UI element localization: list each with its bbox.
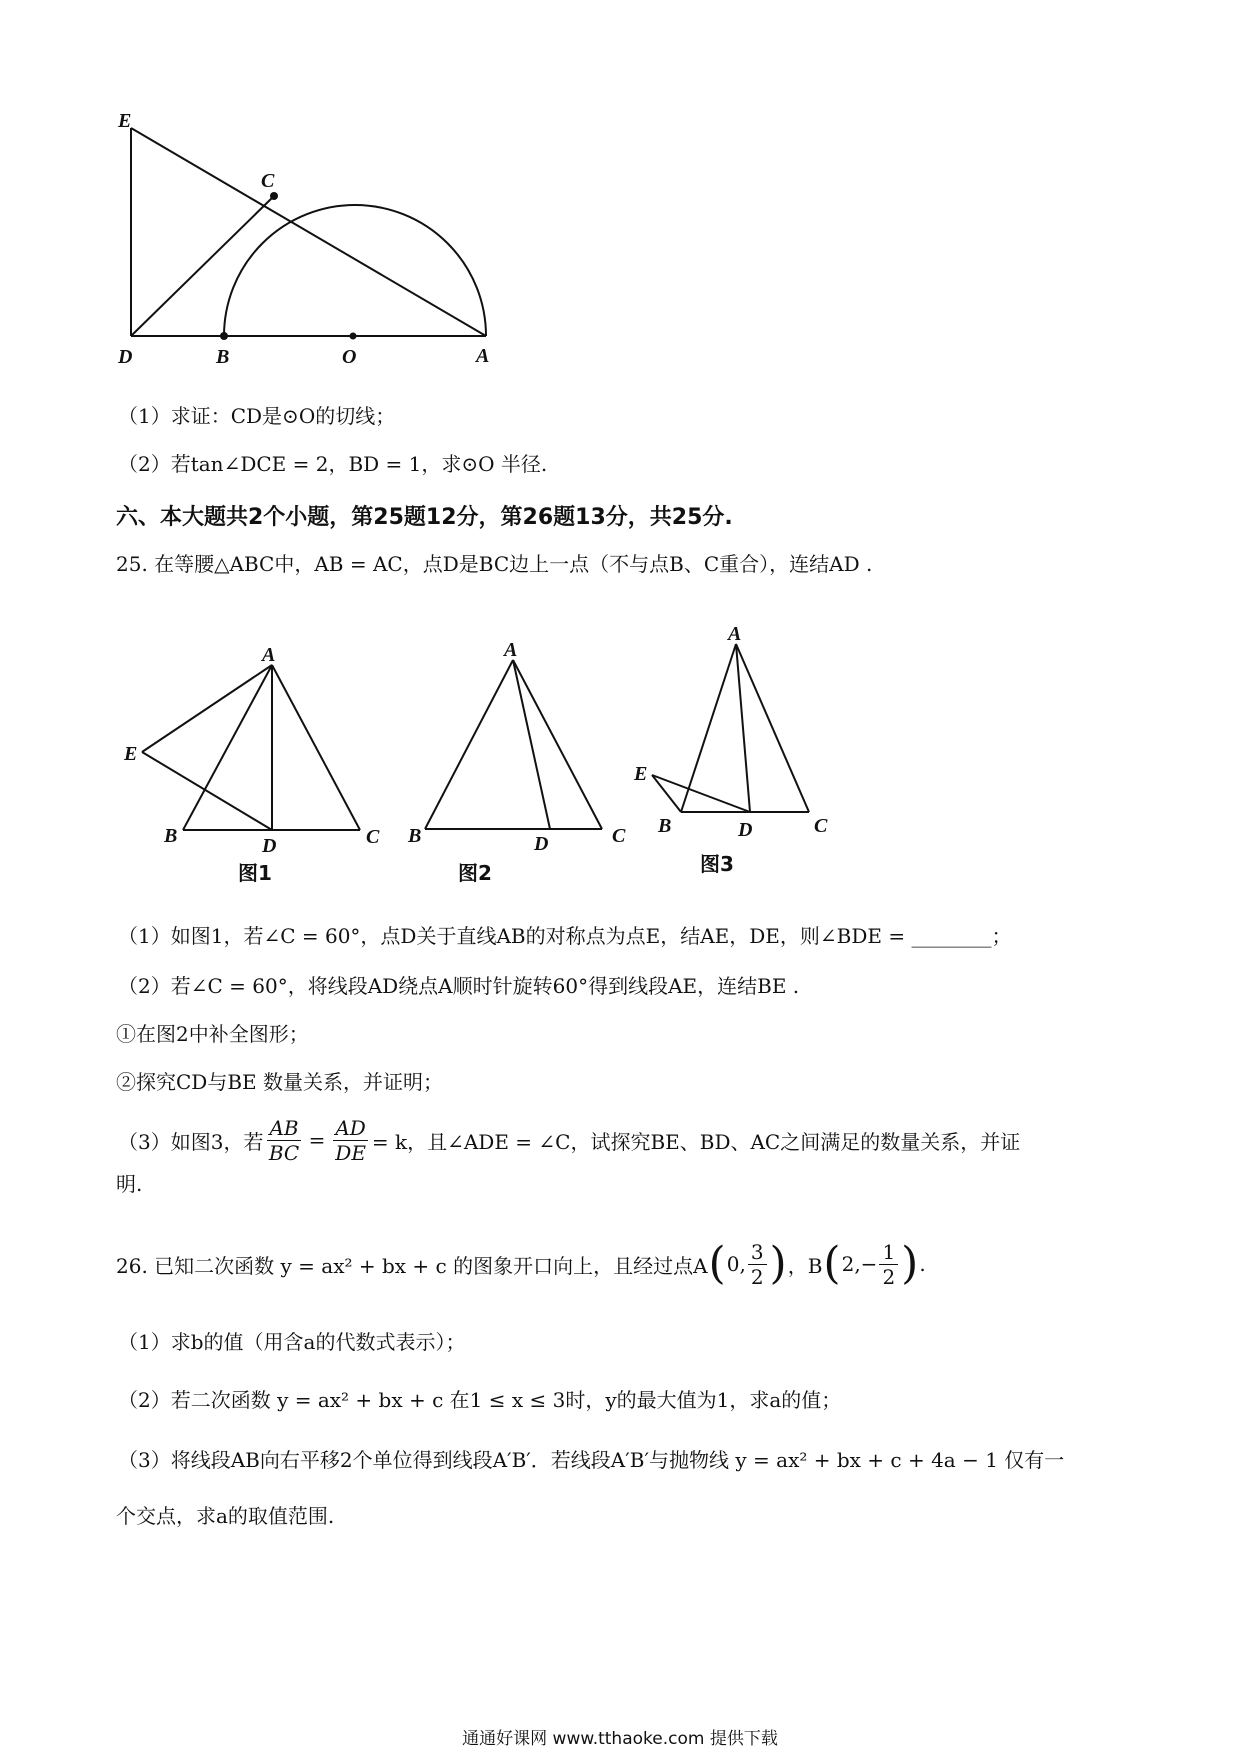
frac2-den: DE xyxy=(335,1140,366,1165)
fig1-label-b: B xyxy=(164,825,178,847)
frac2-num: AD xyxy=(335,1115,366,1140)
q26-part1: （1）求b的值（用含a的代数式表示）； xyxy=(118,1330,466,1354)
point-b-prefix: ，B xyxy=(787,1253,823,1278)
figure-3 xyxy=(628,622,848,852)
label-e: E xyxy=(118,110,132,132)
frac1-den: BC xyxy=(268,1140,300,1165)
q25-part2a: ①在图2中补全图形； xyxy=(116,1022,309,1046)
label-b: B xyxy=(216,346,230,368)
fig2-caption: 图2 xyxy=(458,861,492,885)
point-b-x: 2,− xyxy=(841,1252,878,1276)
fig3-label-c: C xyxy=(814,815,828,837)
q26-stem-prefix: 26. 已知二次函数 y = ax² + bx + c 的图象开口向上，且经过点A xyxy=(116,1253,708,1278)
fig3-label-e: E xyxy=(634,763,648,785)
fig2-label-a: A xyxy=(504,640,518,661)
q25-part3-suffix: = k，且∠ADE = ∠C，试探究BE、BD、AC之间满足的数量关系，并证 xyxy=(371,1129,1021,1154)
figure-2 xyxy=(400,640,640,850)
q26-part3-end: 个交点，求a的取值范围. xyxy=(116,1504,335,1528)
q25-part2b: ②探究CD与BE 数量关系，并证明； xyxy=(116,1070,443,1094)
q26-stem: 26. 已知二次函数 y = ax² + bx + c 的图象开口向上，且经过点A ( 0, $\frac{3}{2}$ ) ，B ( 2,− $\frac{1}{2}$ ) . xyxy=(116,1238,926,1289)
label-a: A xyxy=(476,345,490,367)
fig3-label-b: B xyxy=(658,815,672,837)
figure-1 xyxy=(120,645,390,855)
q26-part2: （2）若二次函数 y = ax² + bx + c 在1 ≤ x ≤ 3时，y的最大值为1，求a的值； xyxy=(118,1388,842,1412)
label-d: D xyxy=(118,346,133,368)
fig2-label-b: B xyxy=(408,825,422,847)
fraction-ad-de xyxy=(333,1116,367,1165)
q24-part1: （1）求证：CD是⊙O的切线； xyxy=(118,404,396,428)
q25-part3-end: 明. xyxy=(116,1172,143,1196)
label-o: O xyxy=(342,346,357,368)
fig1-caption: 图1 xyxy=(238,861,272,885)
q24-part2: （2）若tan∠DCE = 2，BD = 1，求⊙O 半径. xyxy=(118,452,548,476)
section-heading: 六、本大题共2个小题，第25题12分，第26题13分，共25分. xyxy=(116,505,733,530)
figure-q24 xyxy=(110,105,560,370)
q25-stem: 25. 在等腰△ABC中，AB = AC，点D是BC边上一点（不与点B、C重合），连结AD . xyxy=(116,552,873,576)
point-b-fraction xyxy=(879,1240,898,1289)
point-a-num: 3 xyxy=(748,1240,767,1265)
q25-part3: （3）如图3，若 $\frac{AB}{BC}$ = $\frac{AD}{DE}$ = k，且∠ADE = ∠C，试探究BE、BD、AC之间满足的数量关系，并证 xyxy=(118,1115,1021,1165)
fig1-label-a: A xyxy=(262,645,276,666)
q26-part3: （3）将线段AB向右平移2个单位得到线段A′B′．若线段A′B′与抛物线 y = ax² + bx + c + 4a − 1 仅有一 xyxy=(118,1448,1065,1472)
fig3-label-d: D xyxy=(738,819,753,841)
fig2-label-c: C xyxy=(612,825,626,847)
fig1-label-e: E xyxy=(124,743,138,765)
fig2-label-d: D xyxy=(534,833,549,850)
point-b-den: 2 xyxy=(882,1264,896,1289)
point-a-den: 2 xyxy=(750,1264,764,1289)
point-a-fraction xyxy=(748,1240,767,1289)
q26-stem-end: . xyxy=(919,1252,926,1276)
fig1-label-c: C xyxy=(366,826,380,848)
fig3-caption: 图3 xyxy=(700,852,734,876)
page-footer: 通通好课网 www.tthaoke.com 提供下载 xyxy=(462,1729,778,1749)
frac1-num: AB xyxy=(269,1115,299,1140)
point-a-x: 0, xyxy=(726,1252,746,1276)
fig3-label-a: A xyxy=(728,623,742,645)
fig1-label-d: D xyxy=(262,835,277,855)
point-b-num: 1 xyxy=(879,1240,898,1265)
point-o xyxy=(350,333,357,340)
q25-part2: （2）若∠C = 60°，将线段AD绕点A顺时针旋转60°得到线段AE，连结BE . xyxy=(118,974,800,998)
fraction-ab-bc xyxy=(267,1116,300,1165)
point-b xyxy=(220,332,228,340)
point-c xyxy=(270,192,278,200)
label-c: C xyxy=(261,170,275,192)
q25-part1: （1）如图1，若∠C = 60°，点D关于直线AB的对称点为点E，结AE，DE，则∠BDE = ________； xyxy=(118,924,1012,948)
q25-part3-prefix: （3）如图3，若 xyxy=(118,1129,264,1154)
